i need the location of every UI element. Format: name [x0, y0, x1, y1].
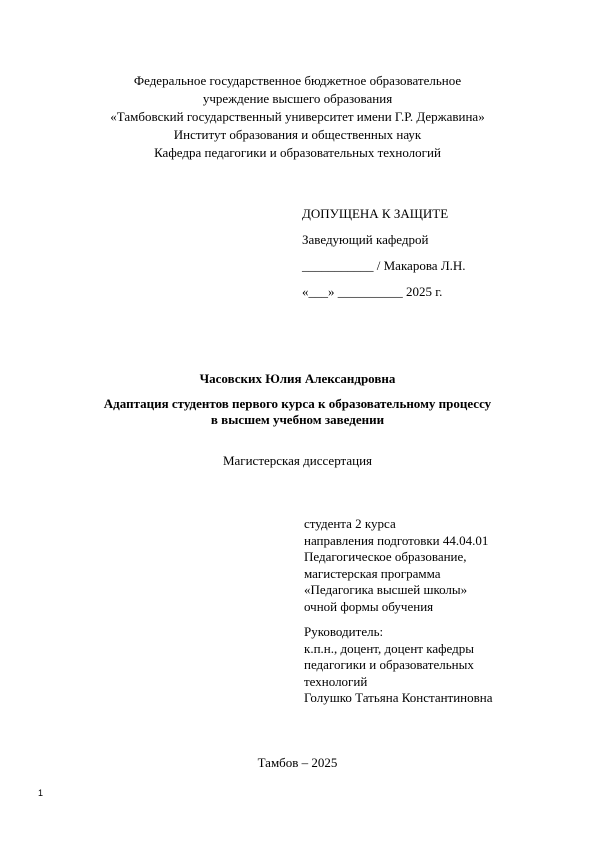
approval-position: Заведующий кафедрой: [302, 232, 429, 247]
header-line: Федеральное государственное бюджетное образовательное: [133, 73, 462, 88]
approval-stamp: ДОПУЩЕНА К ЗАЩИТЕ: [302, 206, 449, 221]
student-info-line: студента 2 курса: [304, 516, 396, 531]
approval-date-line: «___» __________ 2025 г.: [302, 284, 443, 299]
approval-block: [302, 201, 466, 305]
supervisor-info: [304, 624, 493, 707]
page-number: 1: [38, 788, 44, 798]
supervisor-line: к.п.н., доцент, доцент кафедры: [304, 640, 474, 656]
student-info-line: «Педагогика высшей школы»: [304, 582, 468, 598]
supervisor-line: Руководитель:: [304, 624, 384, 639]
student-info: [304, 516, 488, 616]
institution-header: [60, 72, 535, 162]
thesis-title: Адаптация студентов первого курса к образовательному процессу в высшем учебном заведении: [103, 396, 492, 427]
author-name: Часовских Юлия Александровна: [199, 371, 396, 386]
student-info-line: магистерская программа: [304, 565, 441, 581]
student-info-line: очной формы обучения: [304, 598, 434, 614]
header-line: «Тамбовский государственный университет имени Г.Р. Державина»: [110, 109, 485, 124]
header-line: Кафедра педагогики и образовательных технологий: [154, 145, 441, 160]
supervisor-line: педагогики и образовательных: [304, 657, 474, 673]
city-year: Тамбов – 2025: [257, 755, 338, 770]
header-line: Институт образования и общественных наук: [173, 127, 422, 142]
header-line: учреждение высшего образования: [202, 91, 393, 106]
supervisor-line: Голушко Татьяна Константиновна: [304, 690, 493, 706]
work-type: Магистерская диссертация: [222, 453, 373, 468]
approval-signature-line: ___________ / Макарова Л.Н.: [302, 258, 466, 273]
student-info-line: направления подготовки 44.04.01: [304, 532, 489, 548]
student-info-line: Педагогическое образование,: [304, 549, 467, 565]
supervisor-line: технологий: [304, 673, 368, 689]
